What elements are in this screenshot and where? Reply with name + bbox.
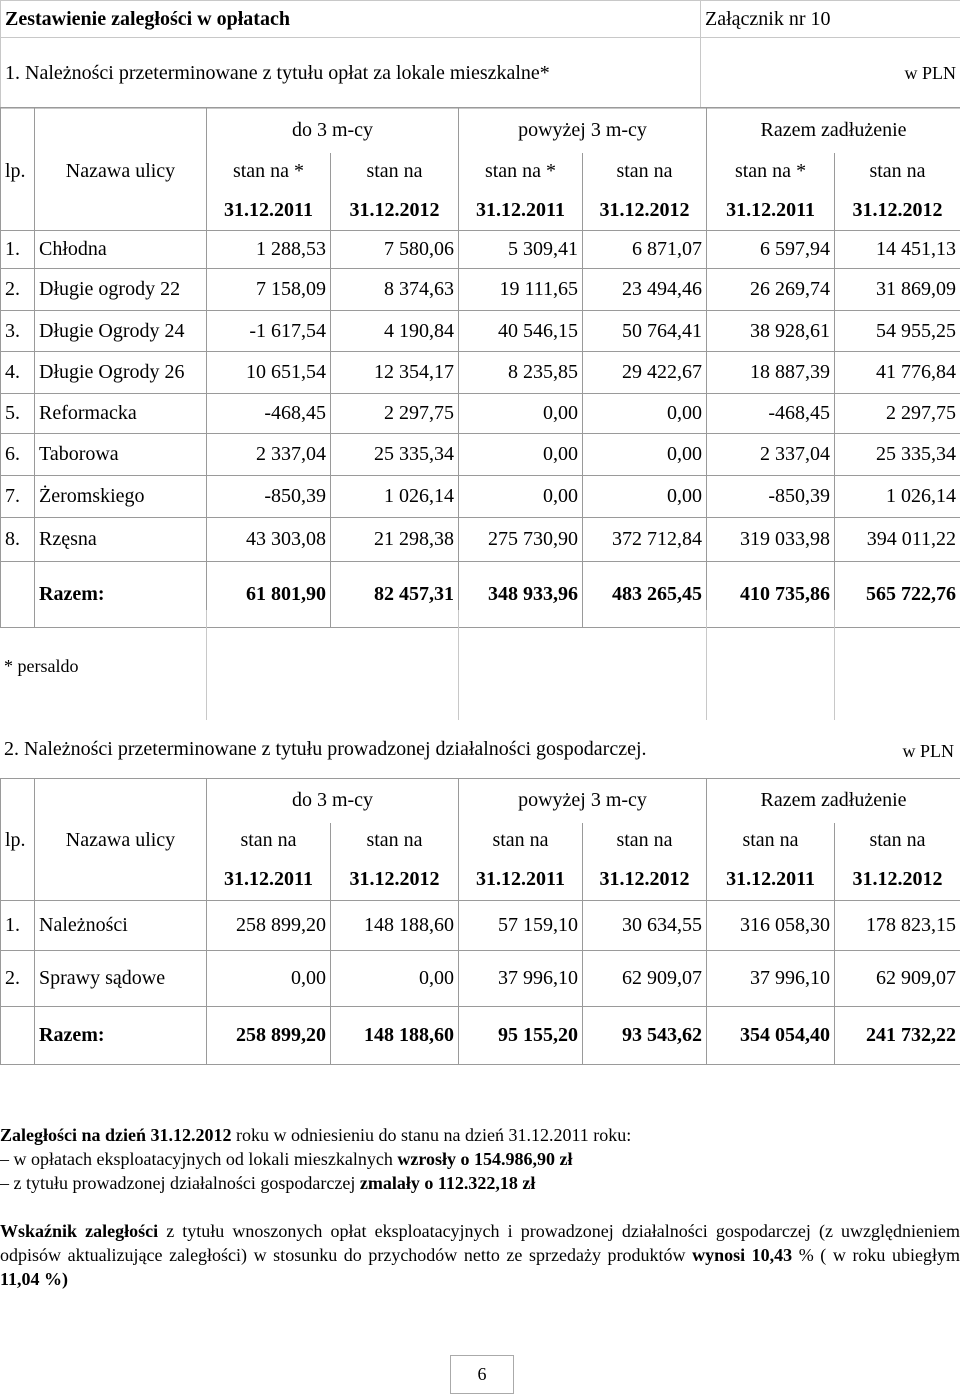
s2-sub-4: stan na: [707, 823, 835, 859]
attachment-label: Załącznik nr 10: [701, 1, 960, 38]
table-row: [1, 311, 960, 352]
row-value: 4 190,84: [331, 311, 459, 352]
note-line-1: Zaległości na dzień 31.12.2012 roku w odniesieniu do stanu na dzień 31.12.2011 roku:: [0, 1123, 960, 1147]
row-value: 62 909,07: [835, 951, 960, 1007]
s2-sub-1: stan na: [331, 823, 459, 859]
s2-total-label: Razem:: [35, 1007, 207, 1065]
row-value: 8 235,85: [459, 352, 583, 394]
s1-col-name: Nazawa ulicy: [35, 153, 207, 191]
table-row: [1, 476, 960, 518]
s1-sub-1: stan na: [331, 153, 459, 191]
s2-date-4: 31.12.2011: [707, 859, 835, 901]
row-value: 10 651,54: [207, 352, 331, 394]
row-lp: 8.: [1, 518, 35, 562]
section1-table: [0, 107, 960, 628]
s2-col-name: Nazawa ulicy: [35, 823, 207, 859]
note-line-2: – w opłatach eksploatacyjnych od lokali mieszkalnych wzrosły o 154.986,90 zł: [0, 1147, 960, 1171]
page-number: 6: [450, 1355, 514, 1394]
section2-unit: w PLN: [902, 741, 954, 762]
section2-table: [0, 778, 960, 1065]
row-name: Należności: [35, 901, 207, 951]
row-value: 25 335,34: [835, 434, 960, 476]
indicator-paragraph: Wskaźnik zaległości z tytułu wnoszonych opłat eksploatacyjnych i prowadzonej działalności gospodarczej (z uwzględnieniem odpisów aktualizujące zaległości) w stosunku do przychodów netto ze sprzedaży produktów wynosi 10,43 % ( w roku ubiegłym 11,04 %): [0, 1219, 960, 1291]
row-value: -468,45: [707, 394, 835, 434]
s2-sub-2: stan na: [459, 823, 583, 859]
row-value: 0,00: [583, 476, 707, 518]
row-value: 54 955,25: [835, 311, 960, 352]
row-lp: 7.: [1, 476, 35, 518]
s1-total-4: 410 735,86: [707, 562, 835, 628]
row-value: 5 309,41: [459, 231, 583, 269]
row-value: 26 269,74: [707, 269, 835, 311]
s2-total-1: 148 188,60: [331, 1007, 459, 1065]
row-value: 6 597,94: [707, 231, 835, 269]
row-value: 1 026,14: [835, 476, 960, 518]
s2-total-5: 241 732,22: [835, 1007, 960, 1065]
row-value: 258 899,20: [207, 901, 331, 951]
row-name: Sprawy sądowe: [35, 951, 207, 1007]
row-value: 178 823,15: [835, 901, 960, 951]
row-value: 0,00: [583, 394, 707, 434]
row-value: 2 337,04: [207, 434, 331, 476]
note-line-3: – z tytułu prowadzonej działalności gospodarczej zmalały o 112.322,18 zł: [0, 1171, 960, 1195]
table-row: [1, 352, 960, 394]
row-value: 31 869,09: [835, 269, 960, 311]
summary-notes: [0, 1123, 960, 1291]
row-value: -850,39: [207, 476, 331, 518]
row-value: 18 887,39: [707, 352, 835, 394]
row-value: 25 335,34: [331, 434, 459, 476]
s2-sub-5: stan na: [835, 823, 960, 859]
s1-date-1: 31.12.2012: [331, 191, 459, 231]
row-value: -1 617,54: [207, 311, 331, 352]
s1-total-2: 348 933,96: [459, 562, 583, 628]
row-value: 14 451,13: [835, 231, 960, 269]
row-value: 8 374,63: [331, 269, 459, 311]
s2-sub-3: stan na: [583, 823, 707, 859]
row-name: Rzęsna: [35, 518, 207, 562]
row-name: Długie ogrody 22: [35, 269, 207, 311]
row-value: 319 033,98: [707, 518, 835, 562]
s1-group-0-3: do 3 m-cy: [207, 108, 459, 153]
row-value: 62 909,07: [583, 951, 707, 1007]
s1-group-over-3: powyżej 3 m-cy: [459, 108, 707, 153]
row-lp: 2.: [1, 951, 35, 1007]
row-name: Długie Ogrody 24: [35, 311, 207, 352]
row-value: 0,00: [459, 394, 583, 434]
row-lp: 1.: [1, 231, 35, 269]
table-row: [1, 394, 960, 434]
s2-group-over-3: powyżej 3 m-cy: [459, 779, 707, 823]
row-value: 7 580,06: [331, 231, 459, 269]
row-value: 2 337,04: [707, 434, 835, 476]
row-value: 372 712,84: [583, 518, 707, 562]
row-value: -468,45: [207, 394, 331, 434]
row-value: -850,39: [707, 476, 835, 518]
row-lp: 2.: [1, 269, 35, 311]
table-row: [1, 269, 960, 311]
row-value: 2 297,75: [331, 394, 459, 434]
s1-sub-2: stan na *: [459, 153, 583, 191]
row-value: 0,00: [331, 951, 459, 1007]
s2-date-0: 31.12.2011: [207, 859, 331, 901]
row-value: 0,00: [583, 434, 707, 476]
s1-group-total: Razem zadłużenie: [707, 108, 960, 153]
s1-date-0: 31.12.2011: [207, 191, 331, 231]
row-value: 394 011,22: [835, 518, 960, 562]
s2-group-total: Razem zadłużenie: [707, 779, 960, 823]
s1-total-5: 565 722,76: [835, 562, 960, 628]
row-lp: 1.: [1, 901, 35, 951]
s1-total-label: Razem:: [35, 562, 207, 628]
row-lp: 4.: [1, 352, 35, 394]
s2-date-1: 31.12.2012: [331, 859, 459, 901]
s1-date-2: 31.12.2011: [459, 191, 583, 231]
s2-total-0: 258 899,20: [207, 1007, 331, 1065]
section1-title: 1. Należności przeterminowane z tytułu opłat za lokale mieszkalne*: [1, 38, 701, 109]
s1-sub-3: stan na: [583, 153, 707, 191]
s2-sub-0: stan na: [207, 823, 331, 859]
s1-sub-4: stan na *: [707, 153, 835, 191]
s1-date-3: 31.12.2012: [583, 191, 707, 231]
section1-unit: w PLN: [701, 38, 960, 109]
row-value: 57 159,10: [459, 901, 583, 951]
row-value: 37 996,10: [707, 951, 835, 1007]
header-table: [0, 0, 960, 109]
section2-title: 2. Należności przeterminowane z tytułu prowadzonej działalności gospodarczej.: [4, 738, 647, 761]
row-value: 316 058,30: [707, 901, 835, 951]
row-lp: 6.: [1, 434, 35, 476]
footnote: * persaldo: [4, 656, 78, 677]
document-title: Zestawienie zaległości w opłatach: [1, 1, 701, 38]
s1-total-1: 82 457,31: [331, 562, 459, 628]
row-lp: 5.: [1, 394, 35, 434]
s2-group-0-3: do 3 m-cy: [207, 779, 459, 823]
row-value: 50 764,41: [583, 311, 707, 352]
row-name: Chłodna: [35, 231, 207, 269]
row-value: 0,00: [459, 476, 583, 518]
s1-total-0: 61 801,90: [207, 562, 331, 628]
row-value: 23 494,46: [583, 269, 707, 311]
row-name: Długie Ogrody 26: [35, 352, 207, 394]
row-value: 0,00: [459, 434, 583, 476]
table-row: [1, 901, 960, 951]
s2-col-lp: lp.: [1, 823, 35, 859]
s2-total-2: 95 155,20: [459, 1007, 583, 1065]
row-value: 2 297,75: [835, 394, 960, 434]
row-value: 275 730,90: [459, 518, 583, 562]
row-value: 29 422,67: [583, 352, 707, 394]
row-value: 6 871,07: [583, 231, 707, 269]
row-value: 21 298,38: [331, 518, 459, 562]
row-value: 19 111,65: [459, 269, 583, 311]
row-value: 0,00: [207, 951, 331, 1007]
row-value: 7 158,09: [207, 269, 331, 311]
s2-date-2: 31.12.2011: [459, 859, 583, 901]
s2-date-5: 31.12.2012: [835, 859, 960, 901]
s1-date-5: 31.12.2012: [835, 191, 960, 231]
s2-total-4: 354 054,40: [707, 1007, 835, 1065]
table-row: [1, 951, 960, 1007]
s1-sub-5: stan na: [835, 153, 960, 191]
row-name: Taborowa: [35, 434, 207, 476]
row-value: 1 026,14: [331, 476, 459, 518]
s1-date-4: 31.12.2011: [707, 191, 835, 231]
row-value: 41 776,84: [835, 352, 960, 394]
row-value: 40 546,15: [459, 311, 583, 352]
row-value: 1 288,53: [207, 231, 331, 269]
s1-col-lp: lp.: [1, 153, 35, 191]
s2-total-3: 93 543,62: [583, 1007, 707, 1065]
row-lp: 3.: [1, 311, 35, 352]
row-value: 148 188,60: [331, 901, 459, 951]
row-value: 43 303,08: [207, 518, 331, 562]
row-value: 38 928,61: [707, 311, 835, 352]
s1-sub-0: stan na *: [207, 153, 331, 191]
table-row: [1, 434, 960, 476]
row-value: 12 354,17: [331, 352, 459, 394]
row-value: 30 634,55: [583, 901, 707, 951]
table-row: [1, 231, 960, 269]
row-name: Reformacka: [35, 394, 207, 434]
s2-date-3: 31.12.2012: [583, 859, 707, 901]
s1-total-3: 483 265,45: [583, 562, 707, 628]
row-name: Żeromskiego: [35, 476, 207, 518]
table-row: [1, 518, 960, 562]
row-value: 37 996,10: [459, 951, 583, 1007]
